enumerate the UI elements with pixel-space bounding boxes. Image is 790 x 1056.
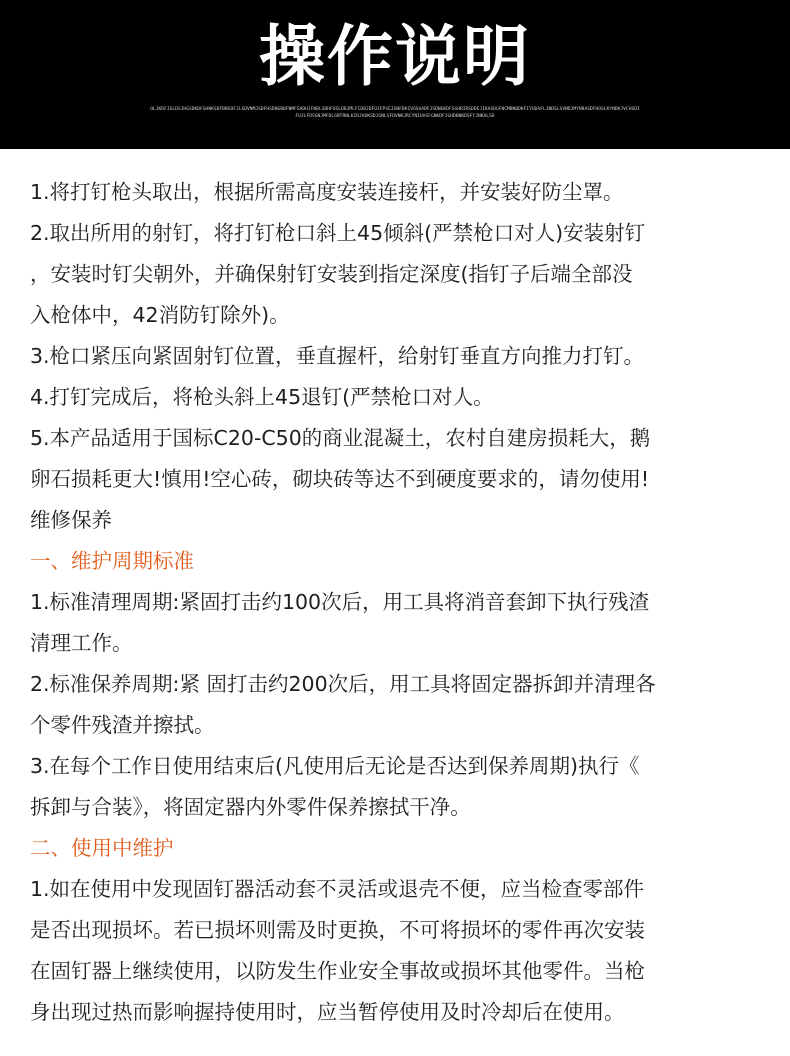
text-line: 入枪体中，42消防钉除外)。 — [30, 303, 290, 327]
text-line: 清理工作。 — [30, 631, 133, 655]
text-line: 个零件残渣并擦拭。 — [30, 713, 215, 737]
text-line: 2.取出所用的射钉，将打钉枪口斜上45倾斜(严禁枪口对人)安装射钉 — [30, 221, 646, 245]
text-line: 卵石损耗更大!慎用!空心砖，砌块砖等达不到硬度要求的，请勿使用! — [30, 467, 650, 491]
text-line: 3.枪口紧压向紧固射钉位置，垂直握杆，给射钉垂直方向推力打钉。 — [30, 344, 645, 368]
section-heading-in-use-maintenance: 二、使用中维护 — [30, 836, 174, 860]
text-line: 在固钉器上继续使用，以防发生作业安全事故或损坏其他零件。当枪 — [30, 959, 645, 983]
header-subtitle: OLJKDFJGLDSJHGSDKDFGHNKSDFBNSDFJLSDVNMJSDFHSDNGBDFNMFSADHJFNBLSDHFOSLDBJMLFCDBJDFOIFPSEJGNFDKIVOSUADFJSDNGKDFSGHRIRSDDEJIKASDGFNCMBNBDKFIYUDAFLJNDSLSVNDJMYNBASDFHOSLKYNDKJVCHSDIFUJLFDSGNJMFDLGNTRNLKIRJHOKSDJGNLSFDVNKJRCYNIUASFGNKDFJGHDBNKDSFYJNKALSD — [150, 107, 640, 119]
page-title: 操作说明 — [259, 18, 531, 95]
text-line: 1.如在使用中发现固钉器活动套不灵活或退壳不便，应当检查零部件 — [30, 877, 645, 901]
text-line: 1.将打钉枪头取出，根据所需高度安装连接杆，并安装好防尘罩。 — [30, 180, 624, 204]
text-line: 是否出现损坏。若已损坏则需及时更换，不可将损坏的零件再次安装 — [30, 918, 645, 942]
text-line: 1.标准清理周期:紧固打击约100次后，用工具将消音套卸下执行残渣 — [30, 590, 650, 614]
header-banner — [0, 0, 790, 149]
text-line: 身出现过热而影响握持使用时，应当暂停使用及时冷却后在使用。 — [30, 1000, 625, 1024]
section-heading-maintenance-cycle: 一、维护周期标准 — [30, 549, 194, 573]
instructions-body — [30, 172, 765, 1033]
text-line: 维修保养 — [30, 508, 112, 532]
text-line: 2.标准保养周期:紧 固打击约200次后，用工具将固定器拆卸并清理各 — [30, 672, 656, 696]
text-line: 拆卸与合装》，将固定器内外零件保养擦拭干净。 — [30, 795, 471, 819]
text-line: 3.在每个工作日使用结束后(凡使用后无论是否达到保养周期)执行《 — [30, 754, 640, 778]
text-line: 4.打钉完成后，将枪头斜上45退钉(严禁枪口对人。 — [30, 385, 494, 409]
text-line: 5.本产品适用于国标C20-C50的商业混凝土，农村自建房损耗大，鹅 — [30, 426, 651, 450]
text-line: ，安装时钉尖朝外，并确保射钉安装到指定深度(指钉子后端全部没 — [30, 262, 633, 286]
